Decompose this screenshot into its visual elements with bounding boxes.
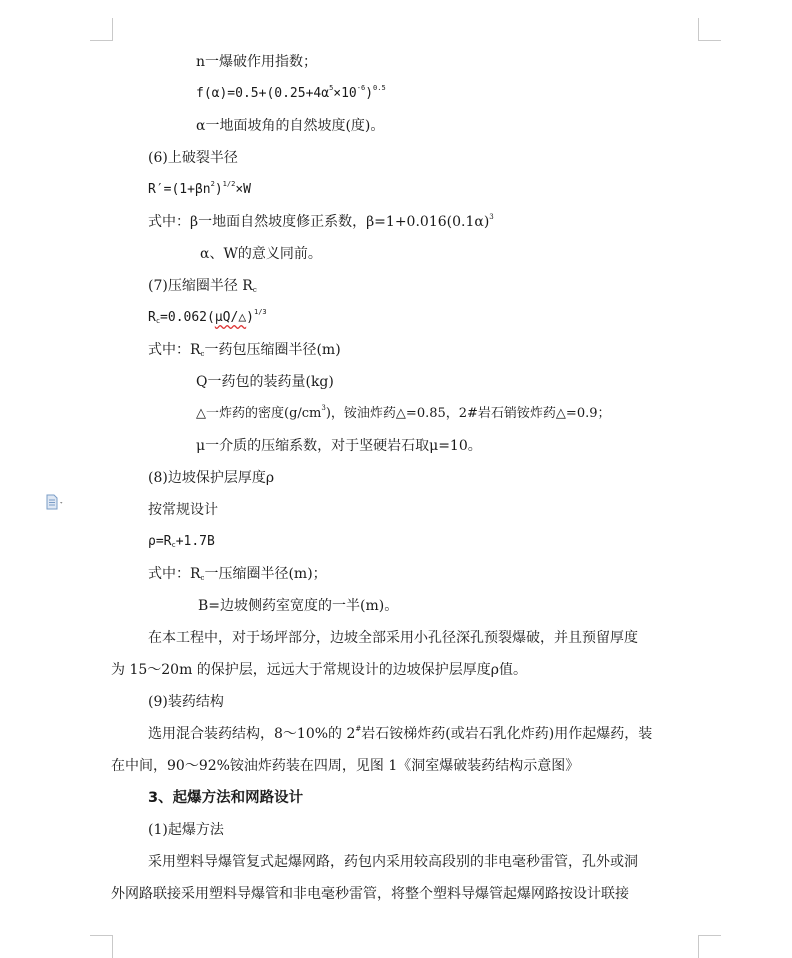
text-span: ) [246,310,254,325]
page-corner-bottom-left [90,935,113,958]
page-corner-bottom-right [698,935,721,958]
formula-r-prime [148,180,251,200]
section-heading: (8)边坡保护层厚度ρ [148,470,275,486]
text-span: ×10 [333,86,357,101]
text-line [148,340,341,360]
chapter-heading: 3、起爆方法和网路设计 [148,790,304,806]
text-span: 选用混合装药结构，8～10%的 2 [148,726,356,742]
text-span: 式中：R [148,342,201,358]
paragraph-line [148,724,652,744]
text-line: α一地面坡角的自然坡度(度)。 [196,118,385,134]
superscript: 2 [210,180,215,188]
spellcheck-underline[interactable]: μQ/△ [214,310,247,325]
superscript: -6 [356,84,366,92]
formula-f-alpha [196,84,386,104]
text-span: 一药包压缩圈半径(m) [204,342,341,358]
paragraph-line: 采用塑料导爆管复式起爆网路，药包内采用较高段别的非电毫秒雷管，孔外或洞 [148,854,638,870]
text-span: =0.062( [160,310,215,325]
formula-rho [148,532,215,552]
subscript: c [252,286,257,294]
paragraph-line: 在本工程中，对于场坪部分，边坡全部采用小孔径深孔预裂爆破，并且预留厚度 [148,630,638,646]
text-line: α、W的意义同前。 [200,246,322,262]
text-line: μ一介质的压缩系数，对于坚硬岩石取μ=10。 [196,438,482,454]
page-corner-top-left [90,18,113,41]
subscript: c [200,350,205,358]
text-span: +1.7B [175,534,215,549]
text-span: f(α)=0.5+(0.25+4α [196,86,330,101]
text-span: 岩石铵梯炸药(或岩石乳化炸药)用作起爆药，装 [361,726,653,742]
text-line [196,404,611,424]
paragraph-line: 为 15～20m 的保护层，远远大于常规设计的边坡保护层厚度ρ值。 [111,662,528,678]
superscript: # [355,725,362,733]
subscript: c [155,317,161,325]
superscript: 1/3 [253,308,267,316]
text-span: (7)压缩圈半径 R [148,278,253,294]
text-line [148,564,327,584]
text-span: ρ=R [148,534,172,549]
document-icon[interactable] [45,494,65,510]
formula-rc [148,308,267,328]
superscript: 3 [489,213,494,221]
superscript: 0.5 [373,84,386,92]
section-heading: (6)上破裂半径 [148,150,238,166]
superscript: 5 [329,84,334,92]
text-span: ) [365,86,374,101]
text-span: 式中：R [148,566,201,582]
text-line [148,212,494,232]
text-line: Q一药包的装药量(kg) [196,374,334,390]
text-span: ×W [235,182,251,197]
superscript: 1/2 [222,180,236,188]
text-span: △一炸药的密度(g/cm [196,406,322,421]
page-corner-top-right [698,18,721,41]
text-span: R [148,310,156,325]
text-span: ) [214,182,223,197]
subscript: c [200,574,205,582]
text-span: 一压缩圈半径(m)； [204,566,327,582]
text-span: )，铵油炸药△=0.85，2#岩石销铵炸药△=0.9； [325,406,611,421]
text-line: n一爆破作用指数； [196,54,318,70]
section-heading [148,276,257,296]
subscript: c [171,541,176,549]
text-line: B=边坡侧药室宽度的一半(m)。 [198,598,399,614]
superscript: 3 [321,404,326,412]
paragraph-line: 外网路联接采用塑料导爆管和非电毫秒雷管，将整个塑料导爆管起爆网路按设计联接 [111,886,629,902]
paragraph-line: 在中间，90～92%铵油炸药装在四周，见图 1《洞室爆破装药结构示意图》 [111,758,580,774]
text-span: 式中：β一地面自然坡度修正系数，β=1+0.016(0.1α) [148,214,490,230]
section-heading: (9)装药结构 [148,694,224,710]
text-span: R′=(1+βn [148,182,211,197]
text-line: 按常规设计 [148,502,218,518]
section-heading: (1)起爆方法 [148,822,224,838]
